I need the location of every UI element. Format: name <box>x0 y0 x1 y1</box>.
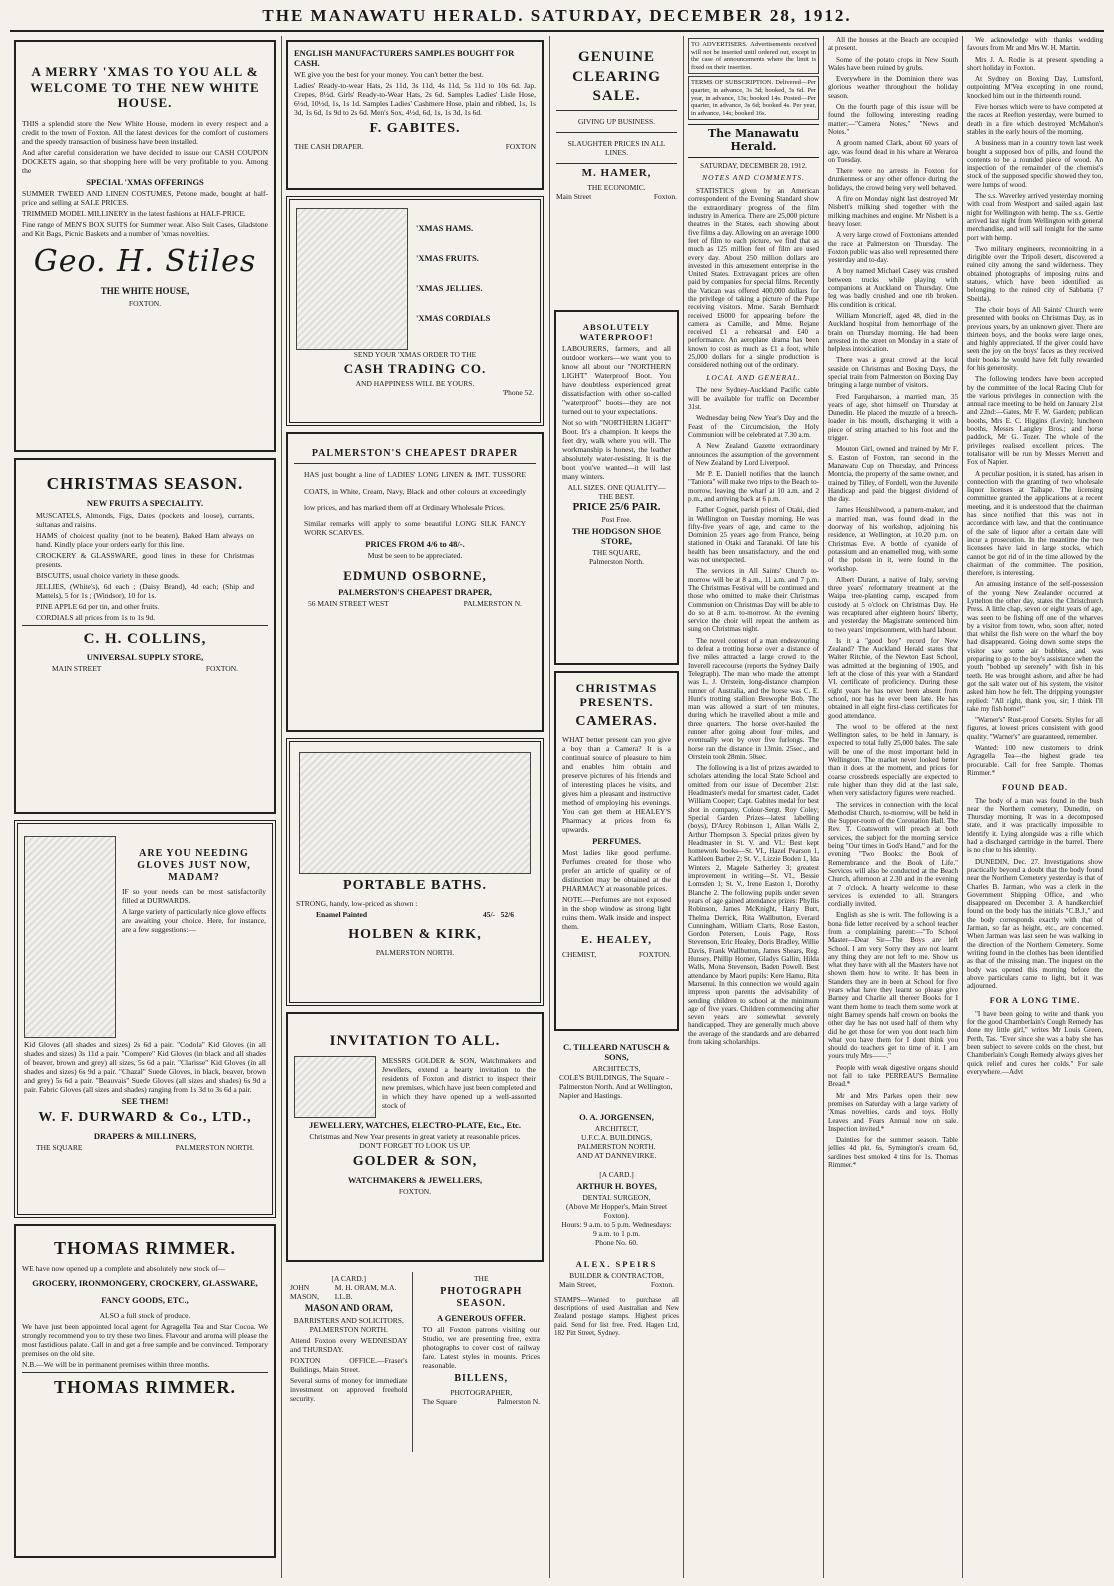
ad-text: Phone No. 60. <box>595 1238 638 1247</box>
divider <box>22 1372 268 1373</box>
ad-town: Palmerston North. <box>589 556 644 566</box>
ad-trade: THE ECONOMIC. <box>587 182 646 192</box>
ad-town: FOXTON. <box>398 1187 432 1197</box>
ad-text: SUMMER TWEED AND LINEN COSTUMES, Petone made, bought at half-price and selling at SALE PRICES. <box>22 188 268 207</box>
ad-text: Must be seen to be appreciated. <box>367 550 463 560</box>
ad-text: SEND YOUR 'XMAS ORDER TO THE <box>353 350 477 359</box>
ad-text: Attend Foxton every WEDNESDAY and THURSDAY. <box>290 1335 408 1354</box>
ad-text: Ladies' Ready-to-wear Hats, 2s 11d, 3s 11d, 4s 11d, 5s 11d to 10s 6d. Jap. Crepes, 8½d. Girls' Ready-to-Wear Hats, 2s 6d. Samples Ladies' Lisle Hose, 6½d, 10½d, 1s, 1s 1d. Samples Ladies' Cashmere Hose, plain and ribbed, 1s, 1s 3d, 1s 6d, 1s 9d to 2s 6d. Men's Sox, 4½d, 6d, 1s, 1s 3d, 1s 6d. <box>294 81 536 118</box>
news-paragraph: People with weak digestive organs should not fail to take PERREAU'S Bermaline Bread.* <box>828 1063 958 1089</box>
ad-text: N.B.—We will be in permanent premises within three months. <box>22 1359 210 1369</box>
ad-text: BISCUITS, usual choice variety in these goods. <box>36 570 180 580</box>
ad-firm: E. HEALEY, <box>580 933 653 946</box>
ad-subhead: SPECIAL 'XMAS OFFERINGS <box>86 176 204 187</box>
column-1 <box>14 36 276 1578</box>
grocer-illustration <box>296 208 408 350</box>
ad-text: Similar remarks will apply to some beautiful LONG SILK FANCY WORK SCARVES. <box>304 518 526 537</box>
ad-headline: CHRISTMAS PRESENTS. <box>575 681 658 710</box>
ad-town: Foxton. <box>650 1280 674 1289</box>
ad-firm: EDMUND OSBORNE, <box>343 567 487 583</box>
ad-text: Not so with "NORTHERN LIGHT" Boot. It's a champion. It keeps the feet dry, walk where you will. The workmanship is honest, the leather absolutely water-resisting. It is the boot you've wanted—it will last many winters. <box>562 418 671 482</box>
news-paragraph: There was a great crowd at the local seaside on Christmas and Boxing Days, the special train from Palmerston on Boxing Day bringing a large number of visitors. <box>828 356 958 390</box>
ad-goods: GROCERY, IRONMONGERY, CROCKERY, GLASSWARE, FANCY GOODS, ETC., <box>32 1277 258 1305</box>
ad-text: Post Free. <box>601 514 632 524</box>
ad-town: PALMERSTON N. <box>463 599 522 609</box>
ad-callout: SEE THEM! <box>121 1096 169 1106</box>
ad-firm: MASON AND ORAM, <box>304 1303 393 1313</box>
ad-hodgson <box>554 310 679 665</box>
price: 45/- <box>482 909 496 919</box>
ad-firm: C. TILLEARD NATUSCH & SONS, <box>563 1042 670 1062</box>
ad-name: M. H. ORAM, M.A. LL.B. <box>334 1283 397 1301</box>
ad-text: Fine range of MEN'S BOX SUITS for Summer wear. Also Suit Cases, Gladstone and Kit Bags, Picnic Baskets and a number of 'xmas novelties. <box>22 219 268 238</box>
ad-town: FOXTON. <box>128 298 162 308</box>
column-3 <box>554 36 679 1578</box>
ad-footer: THOMAS RIMMER. <box>54 1376 236 1397</box>
news-paragraph: A boy named Michael Casey was crushed between trucks while playing with companions at Auckland on Thursday. One leg was badly crushed and one rib broken. His condition is critical. <box>828 267 958 309</box>
ad-subhead: A GENEROUS OFFER. <box>436 1313 526 1323</box>
ad-text: LABOURERS, farmers, and all outdoor workers—we want you to know all about our "NORTHERN LIGHT" Waterproof Boot. You have doubtless experienced great dissatisfaction with other so-called "waterproof" boots—they are not turned out to your expectations. <box>562 344 671 417</box>
news-paragraph: The new Sydney-Auckland Pacific cable will be available for traffic on December 31st. <box>688 386 819 412</box>
ad-stamps: STAMPS—Wanted to purchase all descriptions of used Australian and New Zealand postage stamps. Highest prices paid. Send for list free. Fred. Hagen Ltd, 182 Pitt Street, Sydney. <box>554 1296 679 1337</box>
ad-trade: BUILDER & CONTRACTOR, <box>569 1271 664 1280</box>
ad-headline: PALMERSTON'S CHEAPEST DRAPER <box>311 448 519 459</box>
news-paragraph: Mrs J. A. Rodie is at present spending a short holiday in Foxton. <box>967 55 1103 72</box>
ad-text: THIS a splendid store the New White House, modern in every respect and a credit to the town of Foxton. All the latest devices for the comfort of customers and the speedy transaction of business have been installed. <box>22 118 268 146</box>
news-paragraph: Father Cognet, parish priest of Otaki, died in Wellington on Tuesday morning. He was fifty-five years of age, and came to the Dominion 25 years ago from France, being stationed in Otaki and Taranaki. Of late his health has been unsatisfactory, and the end was not unexpected. <box>688 506 819 565</box>
news-paragraph: The following tenders have been accepted by the committee of the local Racing Club for the various privileges in connection with the annual race meeting to be held on January 21st and 22nd:—Gates, Mr F. W. Garden; publican booths, Mrs E. C. Higgins (Levin); luncheon booths, Messrs Langley Bros.; and horse paddock, Mr G. Tozer. The whole of the privileges realised excellent prices. The totalisator will be run by Messrs Merrett and Fox of Napier. <box>967 375 1103 467</box>
ad-street: THE SQUARE, <box>592 547 641 557</box>
ad-headline: PORTABLE BATHS. <box>343 878 487 893</box>
ad-trade: DENTAL SURGEON, <box>582 1193 651 1202</box>
news-paragraph: A peculiar position, it is stated, has arisen in connection with the granting of two wholesale liquor licenses at Taihape. The licensing committee granted the applications at a recent meeting, and it is understood that the chairman has since notified that this was not in accordance with law, and that the continuance of the sale of liquor after a certain date will incur a prosecution. In the meantime the two licensees have laid in large stocks, which cannot be got rid of in the time allowed by the chairman of the committee. The position, therefore, is interesting. <box>967 469 1103 578</box>
masthead: THE MANAWATU HERALD. SATURDAY, DECEMBER 28, 1912. <box>262 6 852 25</box>
ad-firm: BILLENS, <box>454 1373 509 1385</box>
divider <box>22 625 268 626</box>
divider <box>556 110 677 111</box>
ad-tilleard <box>554 1037 679 1103</box>
bottom-ads <box>286 1268 544 1458</box>
ad-firm: HOLBEN & KIRK, <box>348 926 482 942</box>
ad-headline: CAMERAS. <box>575 713 658 729</box>
ad-healey <box>554 671 679 1031</box>
ad-street: Main Street, <box>559 1280 597 1289</box>
ad-trade: WATCHMAKERS & JEWELLERS, <box>347 1174 483 1185</box>
ad-card: [A CARD.] <box>599 1170 634 1179</box>
ad-text: (Above Mr Hopper's, Main Street Foxton). <box>565 1202 668 1220</box>
ad-goods: JEWELLERY, WATCHES, ELECTRO-PLATE, Etc., Etc. <box>309 1120 521 1130</box>
news-paragraph: The novel contest of a man endeavouring to defeat a trotting horse over a distance of five miles attracted a large crowd to the Inverell racecourse (reports the Sydney Daily Telegraph). The man who made the attempt was L. J. Orrstein, long-distance champion runner of Australia, and the horse was C. E. Hunt's trotting stallion Brewophe Bob. The man was allowed a start of ten minutes, during which he travelled about a mile and three quarters. The horse over-hauled the runner after going about four miles, and eventually won by over five furlongs. The horse ran the distance in 13min. 25sec., and Orrstein took 28min. 50sec. <box>688 636 819 761</box>
column-2 <box>286 36 544 1578</box>
ad-text: ALL SIZES. ONE QUALITY—THE BEST. <box>567 483 666 502</box>
ad-text: FOXTON OFFICE.—Fraser's Buildings, Main Street. <box>290 1355 408 1374</box>
divider <box>294 463 536 464</box>
ad-thomas-rimmer <box>14 1224 276 1558</box>
news-paragraph: The services in All Saints' Church to-morrow will be at 8 a.m., 11 a.m. and 7 p.m. The Christmas Festival will be continued and those who omitted to make their Christmas Communion on Christmas Day will be able to do so at 8 a.m. to-morrow. At the evening service the choir will repeat the anthem as sung on Christmas night. <box>688 567 819 634</box>
news-paragraph: William Moncrieff, aged 48, died in the Auckland hospital from hemorrhage of the brain on Thursday morning. He had been arrested in the street on Monday in a state of helpless intoxication. <box>828 311 958 354</box>
notice-advertisers: TO ADVERTISERS. Advertisements received will not be inserted until ordered out, except in the case of announcements where the limit is fixed on their insertion. <box>688 38 819 74</box>
ad-text: THE <box>473 1274 489 1283</box>
ad-trade: ARCHITECT, <box>594 1124 639 1133</box>
ad-text: MUSCATELS, Almonds, Figs, Dates (pockets and loose), currants, sultanas and raisins. <box>36 510 254 529</box>
ad-trade: ARCHITECTS, <box>592 1064 641 1073</box>
ad-text: GIVING UP BUSINESS. <box>577 116 656 126</box>
ad-trade: PHOTOGRAPHER, <box>450 1388 513 1398</box>
news-paragraph: "Warner's" Rust-proof Corsets. Styles for all figures, at lowest prices consistent with good quality. "Warner's" are guaranteed, remember. <box>967 716 1103 741</box>
ad-text: U.F.C.A. BUILDINGS, PALMERSTON NORTH. <box>577 1133 656 1151</box>
news-paragraph: Fred Farquharson, a married man, 35 years of age, shot himself on Thursday at Dunedin. He placed the muzzle of a breech-loader in his mouth, discharging it with a piece of string attached to his foot and the trigger. <box>828 392 958 443</box>
section-heading: FOUND DEAD. <box>1001 783 1069 793</box>
ad-phone: 'Phone 52. <box>502 387 534 397</box>
ornament-illustration <box>294 1056 376 1118</box>
ad-text: A large variety of particularly nice glove effects are awaiting your choice. Here, for instance, are a few suggestions:— <box>122 907 266 934</box>
ad-text: COLE'S BUILDINGS, The Square - Palmerston North. And at Wellington, Napier and Hastings. <box>559 1073 673 1100</box>
ad-edmund-osborne <box>286 432 544 732</box>
ad-text: WE have now opened up a complete and absolutely new stock of— <box>22 1263 226 1273</box>
news-paragraph: Five horses which were to have competed at the races at Reefton yesterday, were burned to death in a fire which destroyed McMahon's stables in the early hours of the morning. <box>967 103 1103 136</box>
news-paragraph: "I have been going to write and thank you for the good Chamberlain's Cough Remedy has done my little girl," writes Mr Louis Green, Perth, Tas. "Ever since she was a baby she has been subject to severe colds on the chest, but Chamberlain's Cough Remedy always gives her quick relief and cures her colds." For sale everywhere.—Advt <box>967 1009 1103 1076</box>
ad-firm: GOLDER & SON, <box>352 1154 478 1170</box>
ad-trade: UNIVERSAL SUPPLY STORE, <box>86 651 204 662</box>
ad-text: HAS just bought a line of LADIES' LONG LINEN & IMT. TUSSORE COATS, in White, Cream, Navy, Black and other colours at exceedingly low prices, and has marked them off at Ordinary Wholesale Prices. <box>304 470 526 512</box>
ad-text: CROCKERY & GLASSWARE, good lines in these for Christmas presents. <box>36 550 254 569</box>
news-paragraph: The wool to be offered at the next Wellington sales, to be held in January, is expected to total fully 25,000 bales. The sale will be one of the most important held in Wellington. The market never looked better than it does at the moment, and prices for coarse crossbreds especially are expected to rule higher than they did at the last sale, when very satisfactory figures were reached. <box>828 722 958 798</box>
ad-gloves <box>14 820 276 1218</box>
news-paragraph: The services in connection with the local Methodist Church, to-morrow, will be held in the Supper-room of the Coronation Hall. The Rev. T. Coatsworth will preach at both services, the subject for the morning service being "Our times in God's Hand," and for the evening "Two Books: the Book of Remembrance and the Book of Life." Services will also be conducted at the Beach Church, afternoon at 2.30 and in the evening at 7 o'clock. A hearty welcome to these services is extended to all. Strangers cordially invited. <box>828 800 958 909</box>
dateline: SATURDAY, DECEMBER 28, 1912. <box>700 162 807 171</box>
news-paragraph: All the houses at the Beach are occupied at present. <box>828 36 958 53</box>
ad-text: PINE APPLE 6d per tin, and other fruits. <box>36 601 160 611</box>
ad-text: We have just been appointed local agent for Agragella Tea and Star Cocoa. We strongly recommend you to try these two lines. Flavour and aroma will please the most fastidious palate. Call in and get a free sample and be convinced. Temporary premises on the old site. <box>22 1321 268 1358</box>
ad-portable-baths <box>286 738 544 1006</box>
bath-illustration <box>299 752 531 874</box>
ad-town: Palmerston N. <box>497 1397 540 1407</box>
ad-town: FOXTON. <box>205 663 238 673</box>
ad-trade: CHEMIST, <box>562 949 597 959</box>
news-paragraph: At Sydney on Boxing Day, Lumsford, outpointing M'Vea excepting in one round, knocked him out in the thirteenth round. <box>967 75 1103 100</box>
ad-mason-oram <box>286 1272 413 1452</box>
ad-firm: M. HAMER, <box>581 166 652 179</box>
news-paragraph: DUNEDIN, Dec. 27. Investigations show practically beyond a doubt that the body found near the Northern Cemetery yesterday is that of Charles B. Jarman, who was a clerk in the Government Shipping Office, and who disappeared on December 3. A handkerchief found on the body has the initials "C.B.J.," and the body corresponds exactly with that of Jarman, so far as height, etc., are concerned. When Jarman was last seen he was walking in the direction of the Northern Cemetery. Some writing found in the clothes has been identified as that of the missing man. The inquest on the body was opened this morning before the above particulars came to light, but it was adjourned. <box>967 857 1103 991</box>
ad-golder <box>286 1012 544 1262</box>
news-paragraph: The s.s. Waverley arrived yesterday morning with coal from Westport and sailed again last night for Wellington with hemp. The s.s. Gertie arrived last night from Wellington with general merchandise, and will sail tonight for the same port with hemp. <box>967 192 1103 242</box>
ad-text: Christmas and New Year presents in great variety at reasonable prices. <box>309 1132 521 1142</box>
signature: Geo. H. Stiles <box>33 243 257 279</box>
ad-town: PALMERSTON NORTH. <box>175 1143 254 1153</box>
divider <box>556 163 677 164</box>
column-rule <box>549 36 550 1578</box>
ad-text: Most ladies like good perfume. Perfumes created for those who prefer an article of quality or of distinction may be obtained at the PHARMACY at reasonable prices. <box>562 847 671 893</box>
cash-item: 'XMAS HAMS. <box>416 223 474 233</box>
news-paragraph: We acknowledge with thanks wedding favours from Mr and Mrs W. H. Martin. <box>967 36 1103 53</box>
ad-hamer <box>554 40 679 304</box>
ad-text: NOTE.—Perfumes are not exposed in the shop window as strong light ruins them. Walk inside and inspect them. <box>562 894 671 931</box>
ad-firm: CASH TRADING CO. <box>343 361 487 376</box>
ad-text: AND AT DANNEVIRKE. <box>576 1151 657 1160</box>
news-paragraph: Everywhere in the Dominion there was glorious weather throughout the holiday season. <box>828 75 958 100</box>
ad-street: 56 MAIN STREET WEST <box>308 599 389 609</box>
ad-text: CORDIALS all prices from 1s to 1s 9d. <box>36 612 156 622</box>
ad-text: TO all Foxton patrons visiting our Studio, we are presenting free, extra photographs to cover cost of railway fare. Latest styles in mounts. Prices reasonable. <box>422 1325 540 1371</box>
ad-name: JOHN MASON, <box>290 1283 319 1301</box>
ad-headline: A MERRY 'XMAS TO YOU ALL & WELCOME TO THE NEW WHITE HOUSE. <box>30 64 260 111</box>
ad-text: JELLIES, (White's), 6d each ; (Daisy Brand), 4d each; (Ship and Mattels), 5 for 1s ; (Windsor), 10 for 1s. <box>36 581 254 600</box>
ad-billens <box>419 1272 545 1452</box>
news-paragraph: A groom named Clark, about 60 years of age, was found dead in his whare at Weraroa on Tuesday. <box>828 139 958 164</box>
ad-trade: BARRISTERS AND SOLICITORS, PALMERSTON NORTH. <box>293 1315 404 1334</box>
ad-text: ALSO a full stock of produce. <box>99 1310 191 1320</box>
news-paragraph: Some of the potato crops in New South Wales have been ruined by grubs. <box>828 55 958 72</box>
masthead-rule <box>10 30 1104 32</box>
news-paragraph: A fire on Monday night last destroyed Mr Nisbett's milking shed together with the milking machines and engine. Mr Nisbett is a heavy loser. <box>828 195 958 228</box>
ad-firm: F. GABITES. <box>369 121 461 137</box>
ad-text: Hours: 9 a.m. to 5 p.m. Wednesdays: 9 a.m. to 1 p.m. <box>561 1220 672 1238</box>
news-paragraph: Two military engineers, reconnoitring in a dirigible over the Tripoli desert, discovered a ruined city among the sand wilderness. They obtained photographs of imposing ruins and statues, which have been identified as belonging to the ruined city of Sabbatta (? Sbeitla). <box>967 244 1103 303</box>
news-paragraph: There were no arrests in Foxton for drunkenness or any other offence during the holidays, the crowd being very well behaved. <box>828 167 958 192</box>
ad-text: HAMS of choicest quality (not to be beaten). Baked Ham always on hand. Kindly place your orders early for this line. <box>36 530 254 549</box>
ad-subhead: NEW FRUITS A SPECIALITY. <box>86 498 204 509</box>
ad-headline: CHRISTMAS SEASON. <box>46 474 244 493</box>
cash-item: 'XMAS JELLIES. <box>416 283 483 294</box>
news-paragraph: A very large crowd of Foxtonians attended the race at Palmerston on Thursday. The Foxton public was also well represented there yesterday and to-day. <box>828 231 958 265</box>
ad-town: PALMERSTON NORTH. <box>375 947 455 957</box>
ad-headline: ABSOLUTELY WATERPROOF! <box>579 322 654 343</box>
ad-card: [A CARD.] <box>331 1274 367 1283</box>
news-paragraph: Mr and Mrs Parkes open their new premises on Saturday with a large variety of 'Xmas novelties, cards and toys. Holly Leaves and Fears Annual now on sale. Inspection invited.* <box>828 1091 958 1133</box>
news-paragraph: A New Zealand Gazette extraordinary announces the assumption of the government of New Zealand by Lord Liverpool. <box>688 442 819 467</box>
ad-text: Kid Gloves (all shades and sizes) 2s 6d a pair. "Codola" Kid Gloves (in all shades and sizes) 3s 11d a pair. "Compere" Kid Gloves (in black and all shades of beaver, brown and grey) all sizes, 5s 6d a pair. "Clarisse" Kid Gloves (in all shades and sizes) 6s 9d a pair. "Chazal" Suede Gloves, in black, beaver, brown and grey) 5s 6d a pair. "Beauvais" Suede Gloves (all sizes and shades) 6s 9d a pair. Fabric Gloves (all sizes and shades) ranging from 1s 3d to 3s 6d a pair. <box>24 1040 266 1094</box>
ad-text: AND HAPPINESS WILL BE YOURS. <box>355 378 475 388</box>
news-paragraph: STATISTICS given by an American correspondent of the Evening Standard show the extraordinary progress of the film industry in America. There are 25,000 picture theatres in the States, each showing about five films a day. Allowing on an average 1000 feet of film to each picture, we find that as much as 125 million feet of film are used every day. About 250 million dollars are invested in this amusement enterprise in the United States. Extravagant prices are often paid by companies for special films. Recently the Vatican was offered 400,000 dollars for the privilege of taking a picture of the Pope receiving visitors. Mme. Sarah Bernhardt received £6000 for appearing before the camera as Camille, and Mme. Rejane received £1 a rehearsal and £40 a performance. An aeroplane drama has been known to cost as much as £1 a foot, while 25,000 dollars for a single production is considered nothing out of the ordinary. <box>688 187 819 370</box>
cash-item: 'XMAS CORDIALS <box>416 313 491 324</box>
ad-headline: ENGLISH MANUFACTURERS SAMPLES BOUGHT FOR CASH. <box>294 48 515 69</box>
ad-text: STRONG, handy, low-priced as shown : <box>296 898 418 908</box>
column-rule <box>683 36 684 1578</box>
ad-boyes <box>554 1167 679 1250</box>
ad-town: FOXTON <box>505 142 536 152</box>
ad-firm: THE WHITE HOUSE, <box>100 285 190 296</box>
lady-illustration <box>24 836 116 1038</box>
news-paragraph: An amusing instance of the self-possession of the young New Zealander occurred at Lyttelton the other day, states the Christchurch Press. A little chap, seven or eight years of age, was seen to be fishing off one of the wharves by a visitor from town, who, soon after, noted that whilst the fish were on the wharf the boy had disappeared. Going down some steps the visitor saw some air bubbles, and was preparing to go to the boy's assistance when the youth "bobbed up serenely" with fish in his teeth. He was brought ashore, and after he had got the salt water out of his system, the visitor asked him how he felt. The dripping youngster replied: "All right, thank you, sir; I think I'll take my fish home!" <box>967 580 1103 713</box>
ad-text: Several sums of money for immediate investment on approved freehold security. <box>290 1375 408 1403</box>
ad-firm: ALEX. SPEIRS <box>575 1259 658 1269</box>
ad-price: PRICE 25/6 PAIR. <box>572 501 661 514</box>
ad-text: SLAUGHTER PRICES IN ALL LINES. <box>567 138 666 157</box>
news-paragraph: A business man in a country town last week bought a supposed box of pills, and found the contents to be a rounded piece of wood. An inspection of the remainder of the chemist's stock of the supposed specific showed they too, were lumps of wood. <box>967 139 1103 189</box>
news-paragraph: The following is a list of prizes awarded to scholars attending the local State School and omitted from our issue of December 21st: Headmaster's medal for smartest cadet, Cadet William Cooper; Capt. Gabites medal for best shot in company, Colour-Sergt. Roy Coley; Special Garden Prizes—latest labelling (boys), D'Arcy Robinson 1, Allan Walls 2, Arthur Thompson 3. Special prizes given by Headmaster in St. V. and VI.: Best kept homework books—St. VI., Hazel Pearson 1, Kathleen Barber 2; St. V., Lizzie Boden 1, Ida Winters 2, Magele Satherley 3; greatest improvement in writing—St. VI., Bessie Lomsden 1; St. V., Irene Easton 1, Dorothy Blanche 2. The following pupils under seven years of age gained attendance prizes: Phyllis Robinson, James McKnight, Harry Burt, Thelma Derrick, Rita Wallbutton, Everard Cunningham, William Clarts, Rose Easton, Gordon Petersen, Louis Page, Ross Stevenson, Eric Healey, Doris Bradley, Willie Davis, Frank Wallbutton, James Shears, Reg. Hunsey, Phillip Homer, Gladys Gallin, Hilda Walls, Mona Stevenson, Baden Powell. Best attendance by Maori pupils: Kere Hamo, Rita Marsenui. In this connection we would again impress upon parents the advisability of sending children to school at the minimum age of five years. Children commencing after seven years are somewhat severely handicapped. They are generally much above the average of the standards and are debarred from taking scholarships. <box>688 764 819 1046</box>
ad-firm: O. A. JORGENSEN, <box>579 1112 654 1122</box>
ad-jorgensen <box>554 1107 679 1163</box>
ad-firm: THE HODGSON SHOE STORE, <box>571 525 662 546</box>
ad-street: THE SQUARE <box>36 1143 83 1153</box>
news-paragraph: Is it a "good boy" record for New Zealand? The Auckland Herald states that Walter Ritchie, of the Newton East School, was admitted at the beginning of 1905, and left at the close of this year with a Standard VI. certificate of proficiency. During these eight years he has never been absent from school, nor has he ever been late. He has obtained in all eight first-class certificates for good attendance. <box>828 636 958 720</box>
ad-firm: C. H. COLLINS, <box>83 630 207 647</box>
column-rule <box>962 36 963 1578</box>
ad-town: Foxton. <box>653 191 677 201</box>
ad-speirs <box>554 1254 679 1292</box>
cash-item: 'XMAS FRUITS. <box>416 253 479 264</box>
ad-town: FOXTON. <box>638 949 671 959</box>
ad-firm: ARTHUR H. BOYES, <box>576 1181 657 1191</box>
ad-prices: PRICES FROM 4/6 to 48/-. <box>365 538 465 549</box>
ad-white-house <box>14 40 276 452</box>
ad-text: MESSRS GOLDER & SON, Watchmakers and Jewellers, extend a hearty invitation to the residents of Foxton and district to inspect their new premises, which have just been completed and in which they have opened up a well-assorted stock of <box>382 1056 536 1110</box>
news-paragraph: The body of a man was found in the bush near the Northern cemetery, Dunedin, on Thursday morning. It was in a decomposed state, and it was practically impossible to identify it. Lying alongside was a rifle which had a discharged cartridge in the barrel. There is no clue to his identity. <box>967 796 1103 855</box>
ad-text: WE give you the best for your money. You can't better the best. <box>294 70 484 80</box>
ad-subhead: PERFUMES. <box>592 835 641 846</box>
ad-street: Main Street <box>556 191 592 201</box>
section-heading: LOCAL AND GENERAL. <box>706 372 801 382</box>
ad-text: And after careful consideration we have decided to issue our CASH COUPON DOCKETS again, so that shopping here will be very profitable to you. Among the <box>22 147 268 175</box>
ad-headline: PHOTOGRAPH SEASON. <box>440 1286 523 1309</box>
news-paragraph: Dainties for the summer season. Table jellies 4d pkt. 6s, Symington's cream 6d, sardines best smoked 4 tins for 1s. Thomas Rimmer.* <box>828 1136 958 1169</box>
section-heading: FOR A LONG TIME. <box>989 996 1081 1006</box>
news-paragraph: Wanted: 100 new customers to drink Agragella Tea—the highest grade tea procurable. Call for free Sample. Thomas Rimmer.* <box>967 744 1103 777</box>
ad-headline: INVITATION TO ALL. <box>329 1033 501 1049</box>
ad-item: Enamel Painted <box>316 909 368 919</box>
column-rule <box>281 36 282 1578</box>
ad-headline: THOMAS RIMMER. <box>54 1238 236 1258</box>
column-6 <box>967 36 1103 1578</box>
notice-subscription: TERMS OF SUBSCRIPTION. Delivered—Per quarter, in advance, 3s 3d; booked, 3s 6d. Per year, in advance, 13s; booked 14s. Posted—Per quarter, in advance, 3s 6d; booked 4s. Per year, in advance, 14s; booked 16s. <box>688 76 819 120</box>
ad-christmas-season <box>14 458 276 814</box>
ad-headline: GENUINE CLEARING SALE. <box>572 49 661 104</box>
price: 52/6 <box>500 909 514 919</box>
news-paragraph: James Heushilwood, a pattern-maker, and a married man, was found dead in the doorway of his workshop, adjoining his residence, at Wellington, at 10.20 p.m. on Christmas Eve. A bottle of cyanide of potassium and an enamelled mug, with some of the poison in it, were found in the workshop. <box>828 506 958 573</box>
divider <box>556 132 677 133</box>
section-heading: NOTES AND COMMENTS. <box>702 173 805 183</box>
ad-text: WHAT better present can you give a boy than a Camera? It is a continual source of pleasure to him and enables him obtain and preserve pictures of his friends and of interesting places he visits, and gives him a pleasant and instructive method of employing his evenings. You can get them at HEALEY'S Pharmacy at prices from 6s upwards. <box>562 734 671 834</box>
news-paragraph: Albert Durant, a native of Italy, serving three years' reformatory treatment at the Waipa tree-planting camp, escaped from custody at 5 o'clock on Christmas Day. He was recaptured after eighteen hours' liberty, and yesterday the Magistrate sentenced him to two years' imprisonment, with hard labour. <box>828 575 958 634</box>
ad-trade: PALMERSTON'S CHEAPEST DRAPER, <box>338 587 492 598</box>
news-paragraph: Wednesday being New Year's Day and the Feast of the Circumcision, the Holy Communion will be celebrated at 7.30 a.m. <box>688 414 819 439</box>
ad-trade: DRAPERS & MILLINERS, <box>93 1130 197 1141</box>
column-rule <box>823 36 824 1578</box>
ad-street: MAIN STREET <box>52 663 102 673</box>
column-5 <box>828 36 958 1578</box>
ad-street: The Square <box>422 1397 457 1407</box>
ad-text: IF so your needs can be most satisfactorily filled at DURWARDS. <box>122 887 266 905</box>
ad-text: DON'T FORGET TO LOOK US UP. <box>359 1141 471 1151</box>
news-paragraph: Mouton Girl, owned and trained by Mr F. S. Easton of Foxton, ran second in the Manawatu Cup on Thursday, and Princess Montcia, the property of the same owner, and trained by Tilley, of Fordell, won the Juvenile Handicap and paid the biggest dividend of the day. <box>828 445 958 504</box>
ad-headline: ARE YOU NEEDING GLOVES JUST NOW, MADAM? <box>137 848 251 883</box>
ad-firm: W. F. DURWARD & Co., LTD., <box>38 1110 252 1126</box>
ad-cash-trading <box>286 196 544 426</box>
ad-gabites <box>286 40 544 190</box>
news-paragraph: On the fourth page of this issue will be found the following interesting reading matter:—"Camera Notes," "News and Notes." <box>828 103 958 136</box>
news-paragraph: Mr P. E. Daniell notifies that the launch "Taniora" will make two trips to the Beach to-morrow, leaving the wharf at 10 a.m. and 2 p.m., and arriving back at 6 p.m. <box>688 470 819 503</box>
column-4 <box>688 36 819 1578</box>
news-paragraph: English as she is writ. The following is a bona fide letter received by a school teacher from a complaining parent:—"To School Master—Dear Sir—The Boys are left School. I am very Sorry they are not learnt any thing they are not left to me. Show us what they have with all the Masters have not shown them how to write. It has been in Standers they are in been at School for five years what have they learnt so please give Barney and Charlie all thereer Books for I want them home to teach them some work at night Barney spends half crown on books the other day he has not used half of them why did he get those for wen you dont teach him what you have them for I dont think you should do teachers get to time of it. I am yours truly Mrs——." <box>828 911 958 1061</box>
ad-text: TRIMMED MODEL MILLINERY in the latest fashions at HALF-PRICE. <box>22 208 246 218</box>
ad-trade: THE CASH DRAPER. <box>294 142 364 152</box>
news-paragraph: The choir boys of All Saints' Church were presented with books on Christmas Day, as in previous years, by an unknown giver. There are thirteen boys, and the books were large ones, and highly appreciated. If the giver could have seen the joy on the boys' faces as they received their books he would have felt fully rewarded for his generosity. <box>967 305 1103 372</box>
nameplate: The Manawatu Herald. <box>688 124 819 158</box>
